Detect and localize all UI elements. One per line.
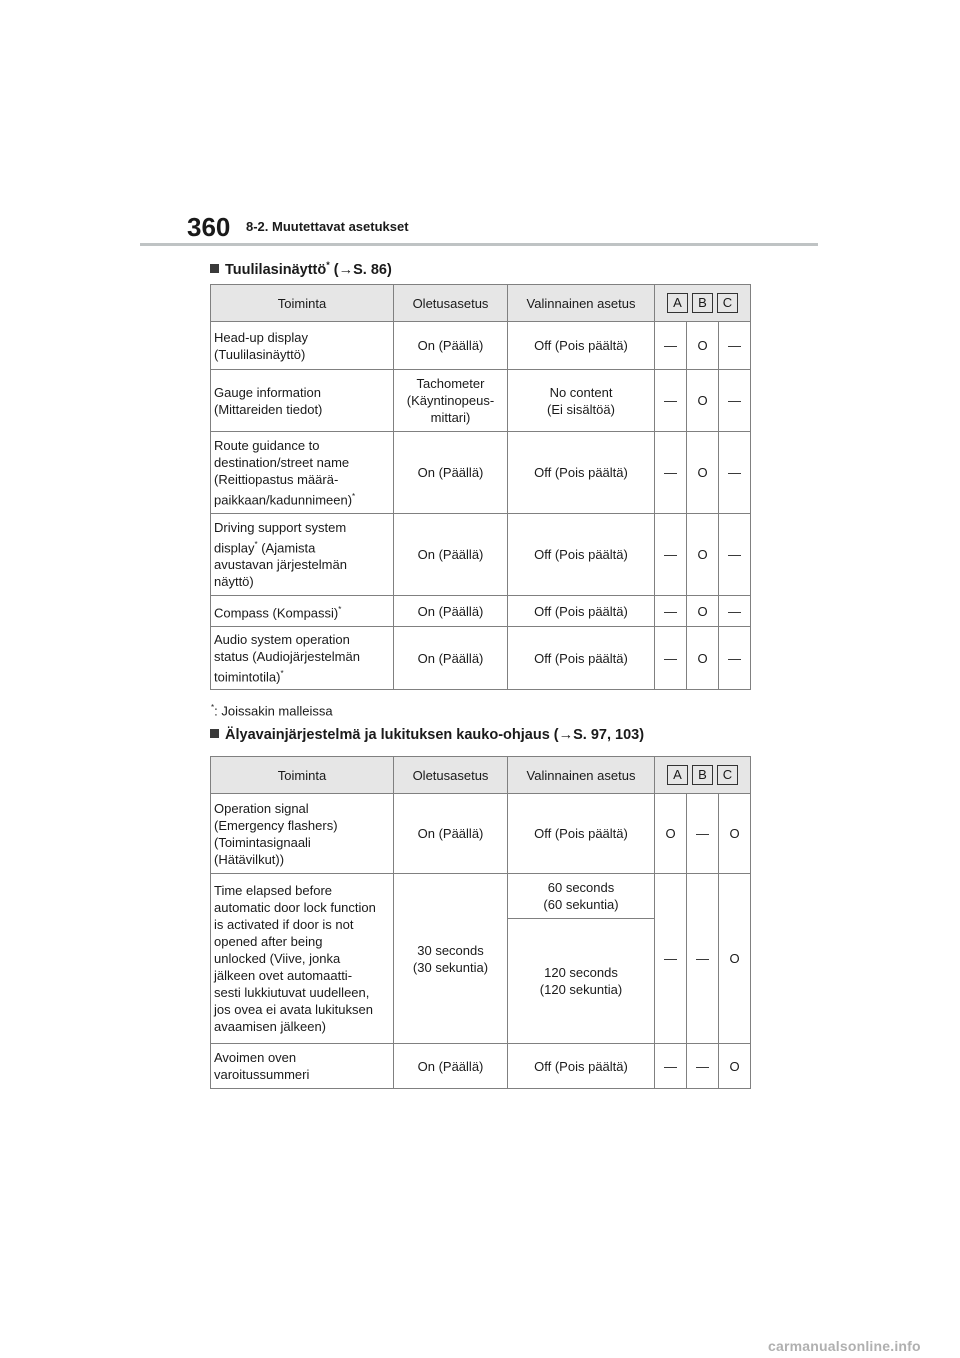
windshield-display-table — [210, 284, 751, 690]
table-row: Operation signal (Emergency flashers) (Toimintasignaali (Hätävilkut)) On (Päällä) Off (Pois päältä) O — O — [211, 794, 751, 874]
column-b-label: B — [692, 765, 713, 785]
header-function: Toiminta — [211, 757, 394, 794]
header-optional: Valinnainen asetus — [508, 757, 655, 794]
smart-key-table — [210, 756, 751, 1089]
header-function: Toiminta — [211, 285, 394, 322]
footnote: *: Joissakin malleissa — [211, 703, 333, 719]
square-bullet-icon — [210, 729, 219, 738]
header-default: Oletusasetus — [394, 757, 508, 794]
subheading-windshield-display: Tuulilasinäyttö* (→S. 86) — [210, 256, 392, 279]
page-number: 360 — [187, 212, 231, 242]
table-row: Gauge information (Mittareiden tiedot) Tachometer (Käyntinopeus- mittari) No content (Ei sisältöä) — O — — [211, 370, 751, 432]
header-abc — [655, 757, 751, 794]
header-default: Oletusasetus — [394, 285, 508, 322]
table-row: Avoimen oven varoitussummeri On (Päällä) Off (Pois päältä) — — O — [211, 1044, 751, 1089]
table-row: Time elapsed before automatic door lock function is activated if door is not opened after being unlocked (Viive, jonka jälkeen ovet automaatti- sesti lukkiutuvat uudelleen, jos ovea ei avata lukituksen avaamisen jälkeen) 30 seconds (30 sekuntia) 60 seconds (60 sekuntia) — — O — [211, 874, 751, 919]
table-row: Driving support system display* (Ajamista avustavan järjestelmän näyttö) On (Päällä) Off (Pois päältä) — O — — [211, 514, 751, 596]
square-bullet-icon — [210, 264, 219, 273]
header-rule — [140, 243, 818, 246]
column-c-label: C — [717, 765, 738, 785]
subheading-smart-key-system: Älyavainjärjestelmä ja lukituksen kauko-ohjaus (→S. 97, 103) — [210, 726, 644, 744]
column-a-label: A — [667, 293, 688, 313]
column-c-label: C — [717, 293, 738, 313]
table-header-row — [211, 285, 751, 322]
table-row: Audio system operation status (Audiojärjestelmän toimintotila)* On (Päällä) Off (Pois päältä) — O — — [211, 627, 751, 690]
table-header-row — [211, 757, 751, 794]
table-row: 120 seconds (120 sekuntia) — [211, 919, 751, 1044]
watermark: carmanualsonline.info — [768, 1338, 921, 1354]
header-abc — [655, 285, 751, 322]
section-title: 8-2. Muutettavat asetukset — [246, 219, 409, 234]
table-row: Compass (Kompassi)* On (Päällä) Off (Pois päältä) — O — — [211, 596, 751, 627]
column-b-label: B — [692, 293, 713, 313]
header-optional: Valinnainen asetus — [508, 285, 655, 322]
column-a-label: A — [667, 765, 688, 785]
table-row: Route guidance to destination/street name (Reittiopastus määrä- paikkaan/kadunnimeen)* On (Päällä) Off (Pois päältä) — O — — [211, 432, 751, 514]
table-row: Head-up display (Tuulilasinäyttö) On (Päällä) Off (Pois päältä) — O — — [211, 322, 751, 370]
